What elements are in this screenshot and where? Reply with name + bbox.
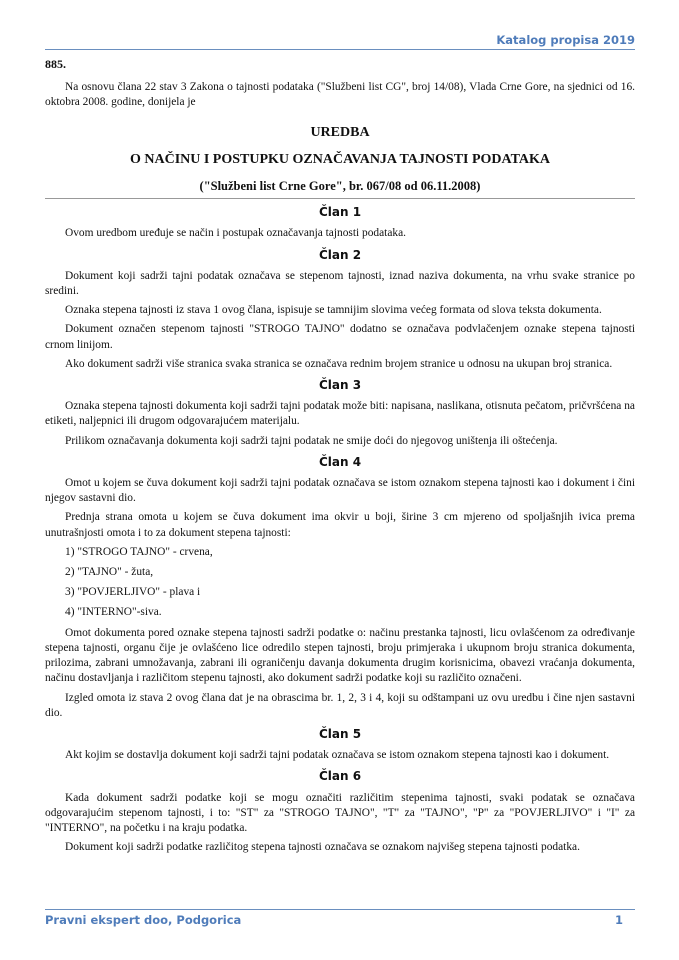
regulation-number: 885. — [45, 57, 66, 71]
document-title: UREDBA — [310, 124, 370, 140]
article-6-paragraph-2: Dokument koji sadrži podatke različitog stepena tajnosti označava se oznakom najvišeg stepena tajnosti podatka. — [65, 841, 580, 854]
article-3-paragraph-2: Prilikom označavanja dokumenta koji sadrži tajni podatak ne smije doći do njegovog uništenja ili oštećenja. — [65, 434, 558, 447]
article-4-paragraph-1: Omot u kojem se čuva dokument koji sadrži tajni podatak označava se istom oznakom stepena tajnosti kao i dokument i čini njegov sastavni dio. — [45, 477, 635, 505]
document-body — [45, 55, 635, 859]
preamble: Na osnovu člana 22 stav 3 Zakona o tajnosti podataka ("Službeni list CG", broj 14/08), Vlada Crne Gore, na sjednici od 16. oktobra 2008. godine, donijela je — [45, 81, 635, 109]
list-item: 1) "STROGO TAJNO" - crvena, — [65, 545, 213, 558]
catalog-header-title: Katalog propisa 2019 — [496, 33, 635, 47]
article-2-paragraph-1: Dokument koji sadrži tajni podatak označava se stepenom tajnosti, iznad naziva dokumenta, na vrhu svake stranice po sredini. — [45, 269, 635, 298]
article-4-paragraph-3: Omot dokumenta pored oznake stepena tajnosti sadrži podatke o: načinu prestanka tajnosti, licu ovlašćenom za određivanje stepena tajnosti, organu čije je ovlašćeno lice odredilo stepen tajnosti, broju primjeraka i ukupnom broju stranica dokumenta, prilozima, zabrani umnožavanja, zabrani ili ograničenju davanja dokumenta drugim korisnicima, obavezi vraćanja dokumenta, načinu dostavljanja i različitom stepenu tajnosti, ako dokument sadrži podatke koji su različito označeni. — [45, 626, 635, 685]
article-3-title: Član 3 — [318, 378, 362, 393]
document-subtitle: O NAČINU I POSTUPKU OZNAČAVANJA TAJNOSTI PODATAKA — [129, 151, 551, 167]
article-3-paragraph-1: Oznaka stepena tajnosti dokumenta koji sadrži tajni podatak može biti: napisana, naslikana, otisnuta pečatom, pričvršćena na etiketi, naljepnici ili drugom odgovarajućem materijalu. — [45, 400, 635, 428]
header-divider — [45, 49, 635, 50]
footer-publisher: Pravni ekspert doo, Podgorica — [45, 913, 242, 927]
list-item: 3) "POVJERLJIVO" - plava i — [65, 586, 201, 599]
article-6-paragraph-1: Kada dokument sadrži podatke koji se mogu označiti različitim stepenima tajnosti, svaki podatak se označava odgovarajućim stepenom tajnosti, i to: "ST" za "STROGO TAJNO", "T" za "TAJNO", "P" za "POVJERLJIVO" i "I" za "INTERNO", na početku i na kraju podatka. — [45, 791, 635, 834]
article-4-paragraph-4: Izgled omota iz stava 2 ovog člana dat je na obrascima br. 1, 2, 3 i 4, koji su odštampani uz ovu uredbu i čine njen sastavni dio. — [45, 691, 635, 719]
article-2-paragraph-3: Dokument označen stepenom tajnosti "STROGO TAJNO" dodatno se označava podvlačenjem oznake stepena tajnosti crnom linijom. — [45, 323, 635, 351]
article-4-title: Član 4 — [318, 454, 362, 469]
article-2-title: Član 2 — [318, 247, 362, 262]
page-number: 1 — [614, 913, 623, 927]
article-5-title: Član 5 — [318, 726, 362, 741]
article-5-paragraph: Akt kojim se dostavlja dokument koji sadrži tajni podatak označava se istom oznakom stepena tajnosti kao i dokument. — [65, 749, 610, 762]
article-4-paragraph-2: Prednja strana omota u kojem se čuva dokument ima okvir u boji, širine 3 cm mjereno od spoljašnjih ivica prema unutrašnjosti omota i to za dokument stepena tajnosti: — [45, 511, 635, 539]
article-1-title: Član 1 — [318, 205, 362, 220]
article-2-paragraph-4: Ako dokument sadrži više stranica svaka stranica se označava rednim brojem stranice u odnosu na ukupan broj stranica. — [65, 357, 613, 370]
article-1-paragraph: Ovom uredbom uređuje se način i postupak označavanja tajnosti podataka. — [65, 227, 406, 240]
footer-divider — [45, 909, 635, 910]
list-item: 4) "INTERNO"-siva. — [65, 606, 162, 619]
gazette-reference: ("Službeni list Crne Gore", br. 067/08 od 06.11.2008) — [199, 179, 481, 194]
article-6-title: Član 6 — [318, 769, 362, 784]
article-2-paragraph-2: Oznaka stepena tajnosti iz stava 1 ovog člana, ispisuje se tamnijim slovima većeg formata od slova teksta dokumenta. — [65, 304, 602, 317]
title-divider — [45, 198, 635, 199]
list-item: 2) "TAJNO" - žuta, — [65, 566, 154, 579]
